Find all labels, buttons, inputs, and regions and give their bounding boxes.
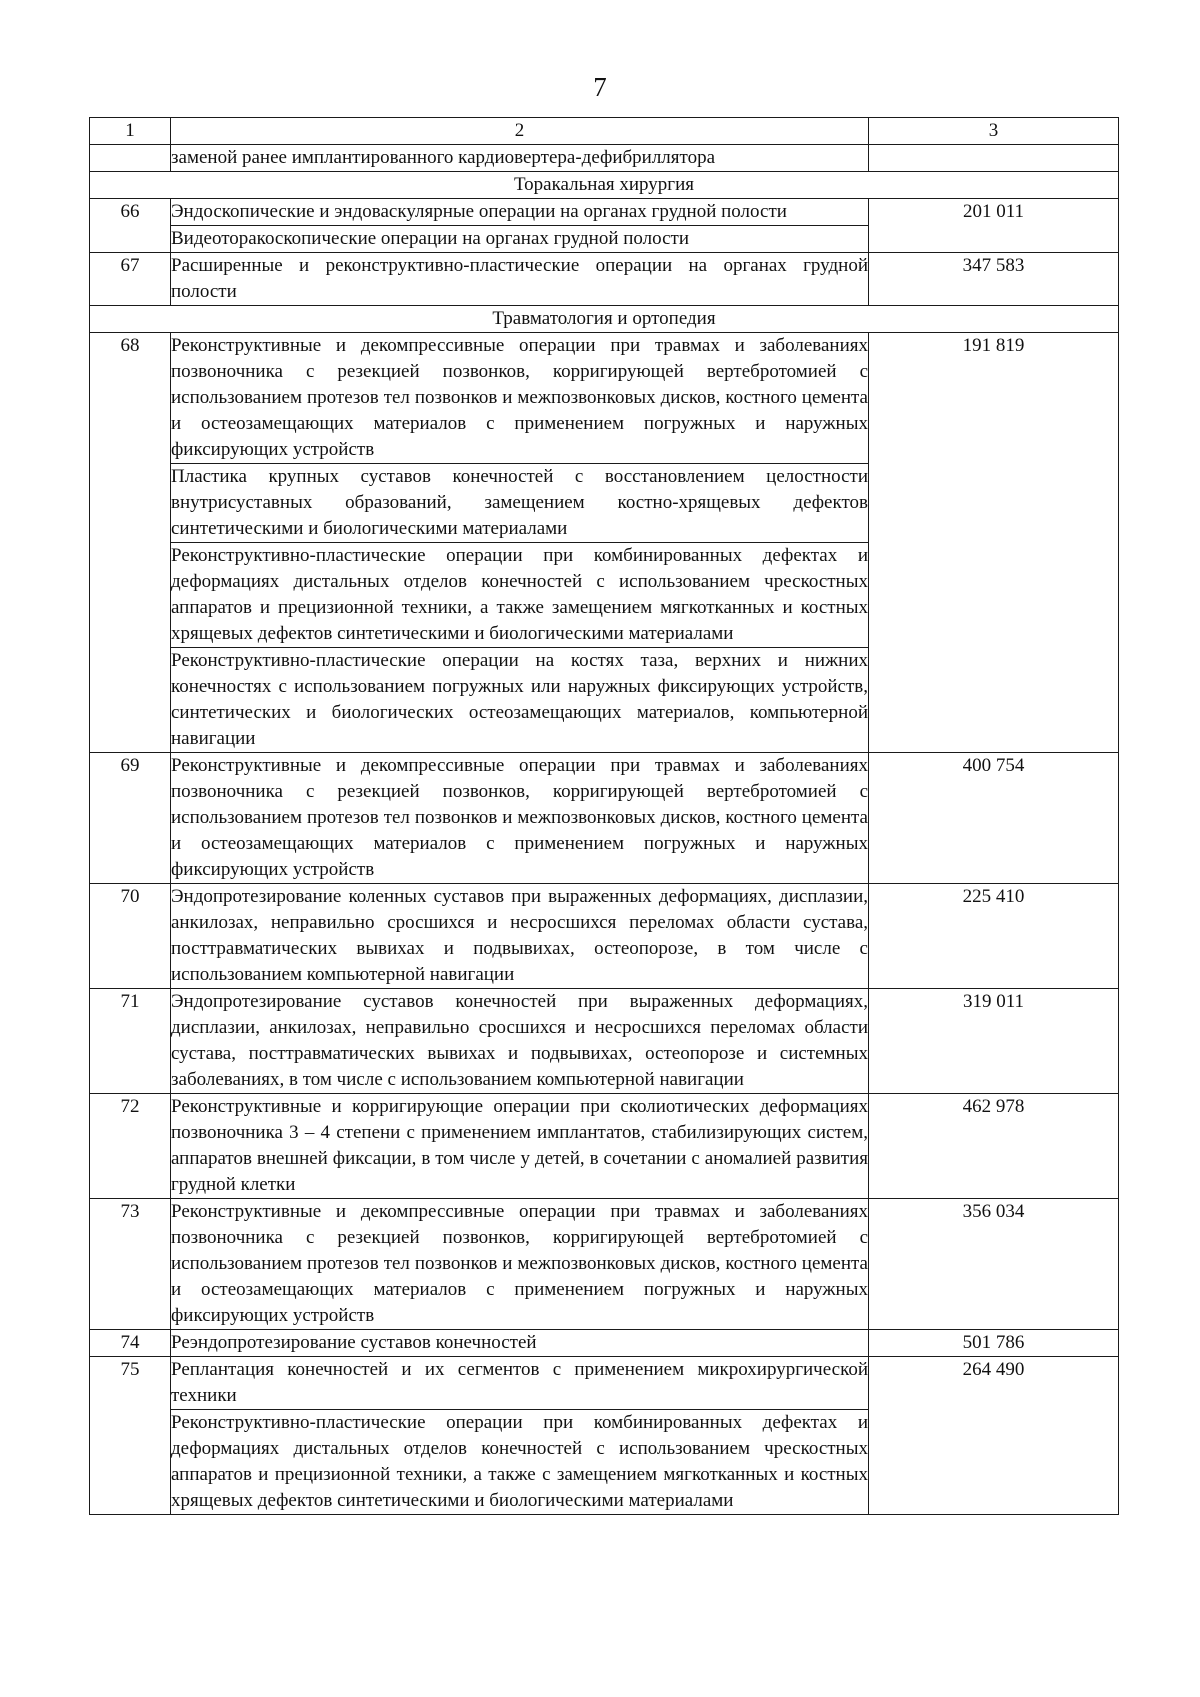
- price-value: 462 978: [869, 1094, 1119, 1199]
- table-row: [90, 1199, 1119, 1330]
- table-row: [90, 753, 1119, 884]
- procedure-text: Эндопротезирование коленных суставов при выраженных деформациях, дисплазии, анкилозах, неправильно сросшихся и несросшихся переломах области сустава, посттравматических вывихах и подвывихах, остеопорозе, в том числе с использованием компьютерной навигации: [171, 884, 869, 989]
- row-number: 70: [90, 884, 171, 989]
- procedure-text: Реконструктивно-пластические операции при комбинированных дефектах и деформациях дистальных отделов конечностей с использованием чрескостных аппаратов и прецизионной техники, а также с замещением мягкотканных и костных хрящевых дефектов синтетическими и биологическими материалами: [171, 1410, 869, 1515]
- table-row: [90, 333, 1119, 464]
- row-number: 66: [90, 199, 171, 253]
- price-value: 400 754: [869, 753, 1119, 884]
- row-number: 75: [90, 1357, 171, 1515]
- procedure-text: Реплантация конечностей и их сегментов с применением микрохирургической техники: [171, 1357, 869, 1410]
- header-col2: 2: [171, 118, 869, 145]
- procedures-table: [89, 117, 1119, 1515]
- procedure-text: Реконструктивные и декомпрессивные операции при травмах и заболеваниях позвоночника с резекцией позвонков, корригирующей вертебротомией с использованием протезов тел позвонков и межпозвонковых дисков, костного цемента и остеозамещающих материалов с применением погружных и наружных фиксирующих устройств: [171, 1199, 869, 1330]
- row-number: 74: [90, 1330, 171, 1357]
- procedure-text: Пластика крупных суставов конечностей с восстановлением целостности внутрисуставных образований, замещением костно-хрящевых дефектов синтетическими и биологическими материалами: [171, 464, 869, 543]
- section-title-trauma: Травматология и ортопедия: [90, 306, 1119, 333]
- price-value: 225 410: [869, 884, 1119, 989]
- row-number: 73: [90, 1199, 171, 1330]
- price-value: 501 786: [869, 1330, 1119, 1357]
- header-col1: 1: [90, 118, 171, 145]
- table-row: [90, 989, 1119, 1094]
- header-col3: 3: [869, 118, 1119, 145]
- procedure-text: Реэндопротезирование суставов конечностей: [171, 1330, 869, 1357]
- price-value: 201 011: [869, 199, 1119, 253]
- price-value: 347 583: [869, 253, 1119, 306]
- section-row: [90, 172, 1119, 199]
- procedure-text: Реконструктивно-пластические операции на костях таза, верхних и нижних конечностях с использованием погружных или наружных фиксирующих устройств, синтетических и биологических остеозамещающих материалов, компьютерной навигации: [171, 648, 869, 753]
- row-number: 71: [90, 989, 171, 1094]
- table-row: [90, 1330, 1119, 1357]
- price-value: 356 034: [869, 1199, 1119, 1330]
- row-number: 72: [90, 1094, 171, 1199]
- table-row: [90, 1094, 1119, 1199]
- row-number: 69: [90, 753, 171, 884]
- row-number: 67: [90, 253, 171, 306]
- procedure-text: Расширенные и реконструктивно-пластические операции на органах грудной полости: [171, 253, 869, 306]
- procedure-text: Эндопротезирование суставов конечностей при выраженных деформациях, дисплазии, анкилозах, неправильно сросшихся и несросшихся переломах области сустава, посттравматических вывихах и подвывихах, остеопорозе и системных заболеваниях, в том числе с использованием компьютерной навигации: [171, 989, 869, 1094]
- row-number: 68: [90, 333, 171, 753]
- table-row: [90, 253, 1119, 306]
- price-value: 319 011: [869, 989, 1119, 1094]
- header-row: [90, 118, 1119, 145]
- procedure-text: Реконструктивные и корригирующие операции при сколиотических деформациях позвоночника 3 – 4 степени с применением имплантатов, стабилизирующих систем, аппаратов внешней фиксации, в том числе у детей, в сочетании с аномалией развития грудной клетки: [171, 1094, 869, 1199]
- page-number: 7: [593, 72, 607, 102]
- procedure-text: Видеоторакоскопические операции на органах грудной полости: [171, 226, 869, 253]
- continuation-row: [90, 145, 1119, 172]
- table-row: [90, 1357, 1119, 1410]
- table-row: [90, 199, 1119, 226]
- section-title-thoracic: Торакальная хирургия: [90, 172, 1119, 199]
- procedure-text: Реконструктивные и декомпрессивные операции при травмах и заболеваниях позвоночника с резекцией позвонков, корригирующей вертебротомией с использованием протезов тел позвонков и межпозвонковых дисков, костного цемента и остеозамещающих материалов с применением погружных и наружных фиксирующих устройств: [171, 333, 869, 464]
- continuation-text: заменой ранее имплантированного кардиовертера-дефибриллятора: [171, 145, 869, 172]
- price-value: 191 819: [869, 333, 1119, 753]
- procedure-text: Реконструктивно-пластические операции при комбинированных дефектах и деформациях дистальных отделов конечностей с использованием чрескостных аппаратов и прецизионной техники, а также замещением мягкотканных и костных хрящевых дефектов синтетическими и биологическими материалами: [171, 543, 869, 648]
- table-row: [90, 884, 1119, 989]
- section-row: [90, 306, 1119, 333]
- procedure-text: Эндоскопические и эндоваскулярные операции на органах грудной полости: [171, 199, 869, 226]
- procedure-text: Реконструктивные и декомпрессивные операции при травмах и заболеваниях позвоночника с резекцией позвонков, корригирующей вертебротомией с использованием протезов тел позвонков и межпозвонковых дисков, костного цемента и остеозамещающих материалов с применением погружных и наружных фиксирующих устройств: [171, 753, 869, 884]
- price-value: 264 490: [869, 1357, 1119, 1515]
